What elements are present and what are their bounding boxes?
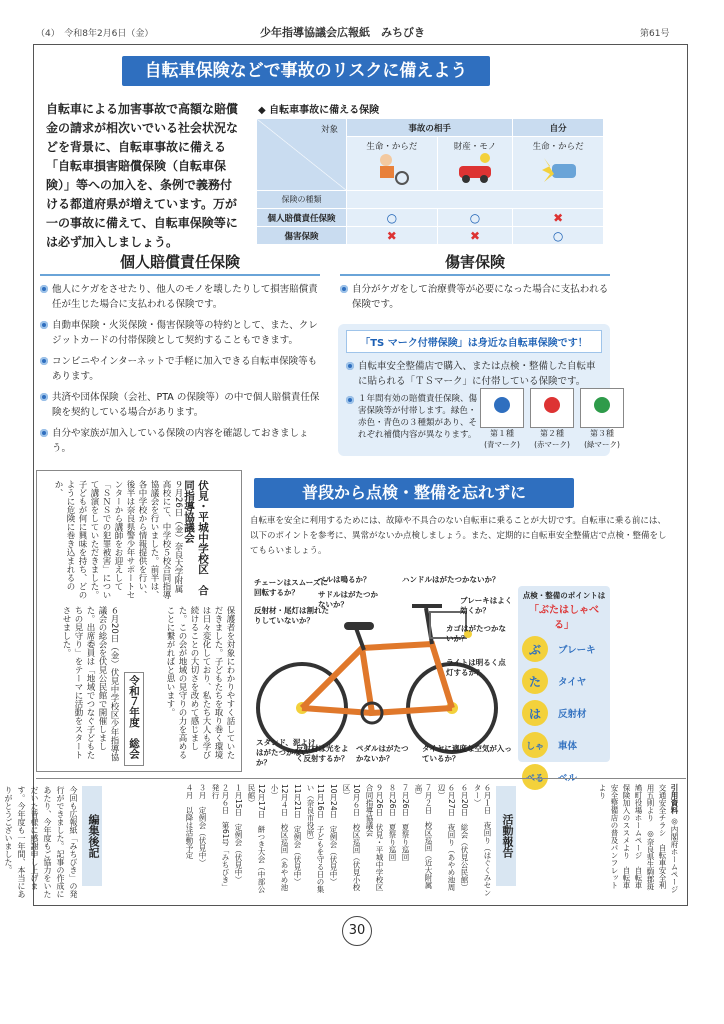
mark-cell: ✖ <box>347 227 438 245</box>
news2-body: 保護者を対象にわかりやすく話していただきました。子どもたちを取り巻く環境は日々変化しており、私たち大人も学び続けることの大切さを改めて感じました。この会が地域の見守りの力を高めることに繋がればと思います。 <box>165 606 235 759</box>
crash-icon <box>538 152 578 186</box>
ts-mark-3 <box>580 388 624 450</box>
blue-ts-mark-icon <box>480 388 524 428</box>
rule-label: ブレーキ <box>558 645 596 656</box>
rule-label: 反射材 <box>558 709 587 720</box>
activity-item: ７月２日 校区巡回（近大附属高） <box>414 784 433 889</box>
callout-handle: ハンドルはがたつかないか？ <box>402 575 500 584</box>
activity-item: ６月１日 夜回り（はぐくみセンター） <box>473 784 492 897</box>
callout-tire: タイヤに適度な空気が入っているか？ <box>422 744 512 763</box>
activity-item: ４月 以降は活動予定 <box>185 784 194 859</box>
activity-item: 11月21日 定例会（伏見中） <box>293 784 302 886</box>
self-header: 自分 <box>513 119 604 137</box>
mark-cell: ✖ <box>437 227 513 245</box>
mark-label: 第３種 <box>590 429 614 438</box>
callout-pedal-reflector: 反射材は光をよく反射するか？ <box>296 744 349 763</box>
activity-list <box>142 784 492 900</box>
liability-title: 個人賠償責任保険 <box>119 253 240 271</box>
mark-sub: (青マーク) <box>484 440 520 449</box>
rule-box <box>518 586 610 784</box>
sources <box>580 784 680 901</box>
callout-light: ライトは明るく点灯するか？ <box>446 658 506 677</box>
injury-list <box>340 282 610 312</box>
list-item: 共済や団体保険（会社、PTA の保険等）の中で個人賠償責任保険を契約している場合があります。 <box>40 390 325 420</box>
row-injury-label: 傷害保険 <box>257 227 347 245</box>
activity-item: 12月４日 校区巡回（あやめ池小） <box>270 784 289 892</box>
ts-marks <box>480 388 624 450</box>
mark-label: 第２種 <box>540 429 564 438</box>
rule-char: しゃ <box>522 732 548 758</box>
editor-body: 今回も広報紙「みちびき」の発行ができました。記事の作成にあたり、今年度もご協力をいただいた皆様に感謝申し上げます。今年度も一年間、本当にありがとうございました。 <box>4 786 78 898</box>
news3-title: 令和７年度 総会 <box>124 672 144 766</box>
section1-intro: 自転車による加害事故で高額な賠償金の請求が相次いでいる社会状況などを背景に、自転車事故に備える「自転車損害賠償保険（自転車保険）」等への加入を、条例で義務付ける都道府県が増えています。万が一の事故に備えて、自転車保険等には必ず加入しましょう。 <box>46 102 239 249</box>
news3-body: ６月20日（金）伏見中学校区少年指導協議会の総会を伏見公民館で開催しました。出席委員は「地域でつなぐ子どもたちの見守り」をテーマに活動をスタートさせました。 <box>61 606 119 762</box>
mark-cell: ✖ <box>513 209 604 227</box>
callout-bell: ベルは鳴るか？ <box>318 575 371 584</box>
list-item: 自分や家族が加入している保険の内容を確認しておきましょう。 <box>40 426 325 456</box>
mark-sub: (緑マーク) <box>584 440 620 449</box>
rule-char: は <box>522 700 548 726</box>
activity-item: ８月26日 夏祭り巡回 <box>388 784 397 862</box>
rule-char: ぶ <box>522 636 548 662</box>
liability-list <box>40 282 325 456</box>
row-liability-label: 個人賠償責任保険 <box>257 209 347 227</box>
rule-phrase: 「ぶたはしゃべる」 <box>529 605 599 631</box>
activity-item: １月15日 定例会（伏見中） <box>234 784 243 884</box>
callout-brake: ブレーキはよく効くか？ <box>460 596 513 615</box>
callout-saddle: サドルはがたつかないか？ <box>318 590 378 609</box>
sub-life-other <box>347 137 438 191</box>
target-label: 対象 <box>320 125 338 135</box>
callout-chain: チェーンはスムーズに回転するか？ <box>254 578 328 597</box>
callout-basket: カゴはがたつかないか？ <box>446 624 506 643</box>
callout-stand: スタンド、泥よけはがたつかないか？ <box>256 738 316 767</box>
sub-property <box>437 137 513 191</box>
insurance-table <box>256 118 604 245</box>
rule-title: 点検・整備のポイントは <box>522 591 606 600</box>
mark-sub: (赤マーク) <box>534 440 570 449</box>
table-title: ◆ 自転車事故に備える保険 <box>258 105 380 116</box>
rule-char: べる <box>522 764 548 790</box>
mark-cell: ○ <box>513 227 604 245</box>
rule-item <box>522 665 606 697</box>
mark-cell: ○ <box>347 209 438 227</box>
green-ts-mark-icon <box>580 388 624 428</box>
rule-char: た <box>522 668 548 694</box>
rule-label: タイヤ <box>558 677 587 688</box>
sources-title: 引用資料 <box>670 784 679 814</box>
ts-mark-1 <box>480 388 524 450</box>
injured-person-icon <box>372 152 412 186</box>
list-item: コンビニやインターネットで手軽に加入できる自転車保険等もあります。 <box>40 354 325 384</box>
activity-item: ６月27日 夜回り（あやめ池周辺） <box>437 784 456 892</box>
liability-underline <box>40 274 320 276</box>
activity-item: 10月24日 定例会（伏見中） <box>329 784 338 886</box>
activity-item: 12月17日 餅つき大会（中部公民館） <box>247 784 266 894</box>
newsletter-title: 少年指導協議会広報紙 みちびき <box>260 26 425 39</box>
activity-title: 活動報告 <box>496 786 516 886</box>
mark-label: 第１種 <box>490 429 514 438</box>
rule-item <box>522 729 606 761</box>
section2-intro: 自転車を安全に利用するためには、故障や不具合のない自転車に乗ることが大切です。自転車に乗る前には、以下のポイントを参考に、異常がないか点検しましょう。また、定期的に自転車安全整備店で点検・整備をしてもらいましょう。 <box>250 516 667 556</box>
damaged-car-icon <box>455 152 495 186</box>
list-item: 自転車安全整備店で購入、または点検・整備した自転車に貼られる「ＴＳマーク」に付帯している保険です。 <box>346 359 602 389</box>
activity-item: 10月６日 校区巡回（伏見小校区） <box>342 784 361 892</box>
activity-item: ６月20日 総会（伏見公民館） <box>460 784 469 892</box>
sub1-label: 生命・からだ <box>366 142 418 152</box>
injury-title: 傷害保険 <box>444 253 505 271</box>
sub-life-self <box>513 137 604 191</box>
row-type-label <box>257 191 347 209</box>
other-party-header: 事故の相手 <box>347 119 513 137</box>
section2-title: 普段から点検・整備を忘れずに <box>254 478 574 508</box>
sources-body: ◎内閣府ホームページ 交通安全チラシ 自転車安全利用五則より ◎奈良県生駒郡斑鳩町役場ホームページ 自転車保険加入のススメより 自転車安全整備店の普及パンフレットより <box>598 784 679 901</box>
row-type-text: 保険の種類 <box>281 195 322 204</box>
corner-cell <box>257 119 347 191</box>
list-item: 自分がケガをして治療費等が必要になった場合に支払われる保険です。 <box>340 282 610 312</box>
injury-underline <box>340 274 610 276</box>
ts-mark-2 <box>530 388 574 450</box>
activity-item: ７月26日 夏祭り巡回 <box>401 784 410 862</box>
news1-title: 伏見・平城中学校区 合同指導協議会 <box>183 480 209 596</box>
list-item: １年間有効の賠償責任保険、傷害保険等が付帯します。緑色・赤色・青色の３種類があり、それぞれ補償内容が異なります。 <box>346 393 482 441</box>
rule-item <box>522 633 606 665</box>
news1-body: ９月26日（金）奈良大学附属高校にて、中学校５校合同指導協議会を行いました。前半は、各中学校から情報提供を行い、後半は奈良県警少年サポートセンターから講師をお迎えして「ＳＮＳでの犯罪被害」について講演をしていただきました。子どもが何に興味を持ち、どのように危険に巻き込まれるのか、 <box>53 480 183 599</box>
spacer <box>347 191 604 209</box>
activity-item: ３月 定例会（伏見中） <box>198 784 207 867</box>
mark-cell: ○ <box>437 209 513 227</box>
red-ts-mark-icon <box>530 388 574 428</box>
list-item: 自動車保険・火災保険・傷害保険等の特約として、また、クレジットカードの付帯保険として契約することもできます。 <box>40 318 325 348</box>
ts-box-title: 「TS マーク付帯保険」は身近な自転車保険です！ <box>346 330 602 353</box>
activity-item: 11月16日 子どもを守る日の集い（奈良市役所） <box>306 784 325 894</box>
rule-label: 車体 <box>558 741 578 752</box>
activity-item: ９月26日 伏見・平城中学校区合同指導協議会 <box>365 784 384 892</box>
editor-title: 編集後記 <box>82 786 102 886</box>
callout-pedal: ペダルはがたつかないか？ <box>356 744 409 763</box>
section1-title: 自転車保険などで事故のリスクに備えよう <box>122 56 490 86</box>
sub3-label: 生命・からだ <box>532 142 584 152</box>
list-item: 他人にケガをさせたり、他人のモノを壊したりして損害賠償責任が生じた場合に支払われる保険です。 <box>40 282 325 312</box>
page-number: 30 <box>342 916 372 946</box>
rule-item <box>522 697 606 729</box>
sub2-label: 財産・モノ <box>453 142 497 152</box>
activity-item: ２月６日 第61号「みちびき」発行 <box>211 784 230 892</box>
issue-number: 第61号 <box>640 29 670 39</box>
issue-date: （4） 令和8年2月6日（金） <box>36 29 154 39</box>
callout-reflector: 反射材・尾灯は割れたりしていないか？ <box>254 606 329 625</box>
rule-label: ベル <box>558 773 578 784</box>
